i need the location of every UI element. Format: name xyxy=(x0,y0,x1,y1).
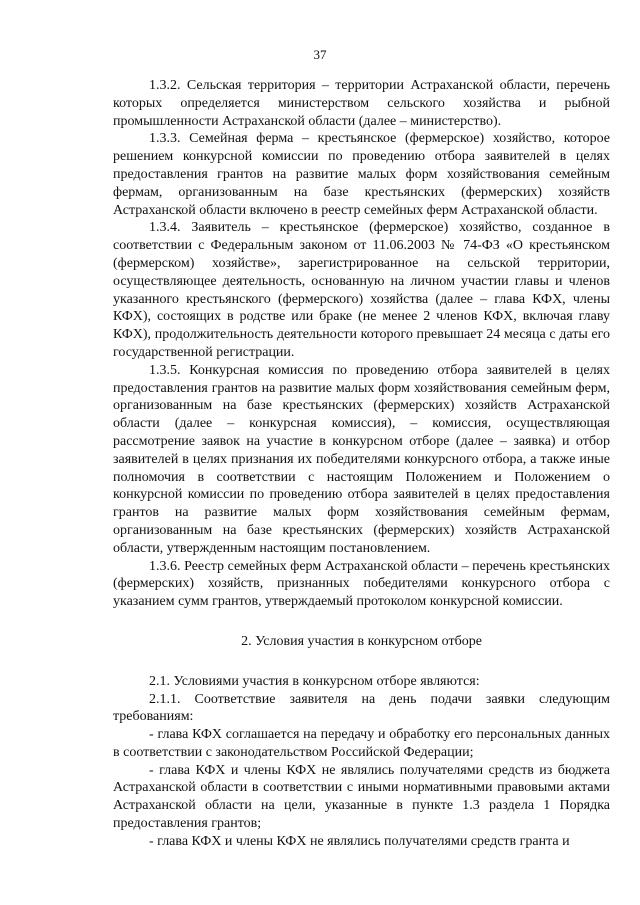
paragraph-1-3-3: 1.3.3. Семейная ферма – крестьянское (фермерское) хозяйство, которое решением конкурсной комиссии по проведению отбора заявителей в целях предоставления грантов на развитие малых форм хозяйствования семейным фермам, организованным на базе крестьянских (фермерских) хозяйств Астраханской области включено в реестр семейных ферм Астраханской области. xyxy=(113,131,610,218)
spacer xyxy=(113,651,610,673)
paragraph-2-1-1: 2.1.1. Соответствие заявителя на день подачи заявки следующим требованиям: xyxy=(113,691,610,725)
paragraph-1-3-2: 1.3.2. Сельская территория – территории Астраханской области, перечень которых определяется министерством сельского хозяйства и рыбной промышленности Астраханской области (далее – министерство). xyxy=(113,78,610,129)
list-item-grant-funds: - глава КФХ и члены КФХ не являлись получателями средств гранта и xyxy=(149,833,570,849)
paragraph-1-3-5: 1.3.5. Конкурсная комиссия по проведению отбора заявителей в целях предоставления грантов на развитие малых форм хозяйствования семейным ферм, организованным на базе крестьянских (фермерских) хозяйств Астраханской области (далее – конкурсная комиссия), – комиссия, осуществляющая рассмотрение заявок на участие в конкурсном отборе (далее – заявка) и отбор заявителей в целях признания их победителями конкурсного отбора, а также иные полномочия в соответствии с настоящим Положением и Положением о конкурсной комиссии по проведению отбора заявителей в целях предоставления грантов на развитие малых форм хозяйствования семейным фермам, организованным на базе крестьянских (фермерских) хозяйств Астраханской области, утвержденным настоящим постановлением. xyxy=(113,362,610,556)
list-item-budget-funds: - глава КФХ и члены КФХ не являлись получателями средств из бюджета Астраханской области в соответствии с иными нормативными правовыми актами Астраханской области на цели, указанные в пункте 1.3 раздела 1 Порядка предоставления грантов; xyxy=(113,762,610,832)
page-number: 37 xyxy=(313,47,327,62)
paragraph-2-1: 2.1. Условиями участия в конкурсном отборе являются: xyxy=(149,673,480,689)
list-item-personal-data: - глава КФХ соглашается на передачу и обработку его персональных данных в соответствии с законодательством Российской Федерации; xyxy=(113,727,610,760)
document-body xyxy=(113,77,610,851)
spacer xyxy=(113,611,610,633)
paragraph-1-3-6: 1.3.6. Реестр семейных ферм Астраханской области – перечень крестьянских (фермерских) хозяйств, признанных победителями конкурсного отбора с указанием сумм грантов, утверждаемый протоколом конкурсной комиссии. xyxy=(113,558,610,610)
section-title: 2. Условия участия в конкурсном отборе xyxy=(241,633,482,649)
paragraph-1-3-4: 1.3.4. Заявитель – крестьянское (фермерское) хозяйство, созданное в соответствии с Федеральным законом от 11.06.2003 № 74-ФЗ «О крестьянском (фермерском) хозяйстве», зарегистрированное на сельской территории, осуществляющее деятельность, основанную на личном участии главы и членов указанного крестьянского (фермерского) хозяйства (далее – глава КФХ, члены КФХ), состоящих в родстве или браке (не менее 2 членов КФХ, включая главу КФХ), продолжительность деятельности которого превышает 24 месяца с даты его государственной регистрации. xyxy=(113,220,610,360)
